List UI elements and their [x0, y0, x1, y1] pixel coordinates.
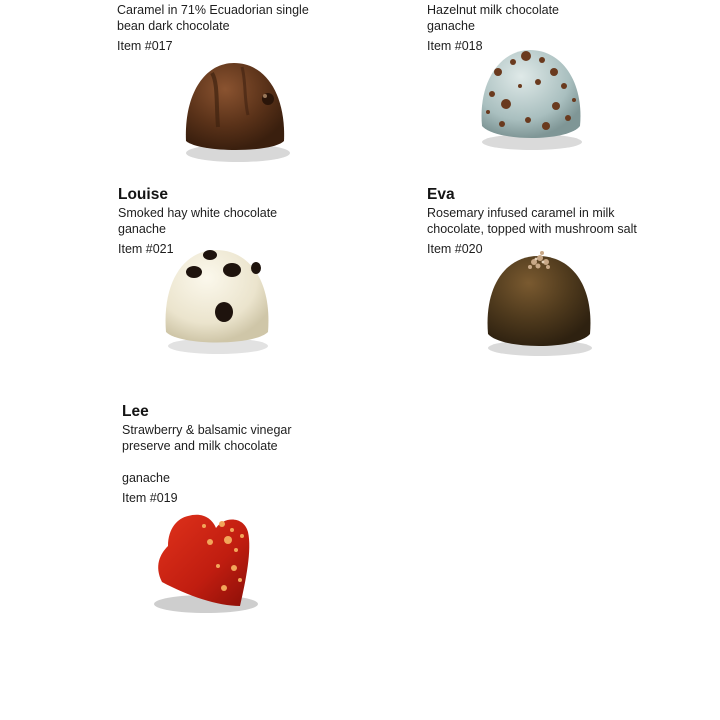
speckled-blue-bonbon-icon: [468, 42, 598, 162]
product-description: Smoked hay white chocolate ganache: [118, 206, 278, 236]
dark-chocolate-bonbon-icon: [172, 55, 302, 175]
product-name: Lee: [122, 403, 149, 420]
milk-chocolate-salt-bonbon-icon: [476, 244, 606, 364]
product-item-number: Item #019: [122, 491, 178, 505]
product-item-number: Item #021: [118, 242, 174, 256]
red-heart-bonbon-icon: [148, 506, 268, 626]
product-description: Strawberry & balsamic vinegar preserve and milk chocolate ganache: [122, 423, 292, 485]
white-dotted-bonbon-icon: [154, 242, 284, 362]
product-item-number: Item #017: [117, 39, 173, 53]
product-description: Rosemary infused caramel in milk chocolate, topped with mushroom salt: [427, 206, 637, 236]
product-description: Caramel in 71% Ecuadorian single bean dark chocolate: [117, 3, 309, 33]
product-item-number: Item #020: [427, 242, 483, 256]
product-name: Louise: [118, 186, 168, 203]
product-name: Eva: [427, 186, 455, 203]
product-017: [117, 2, 377, 54]
product-019: [122, 403, 382, 506]
product-item-number: Item #018: [427, 39, 483, 53]
product-description: Hazelnut milk chocolate ganache: [427, 3, 560, 33]
